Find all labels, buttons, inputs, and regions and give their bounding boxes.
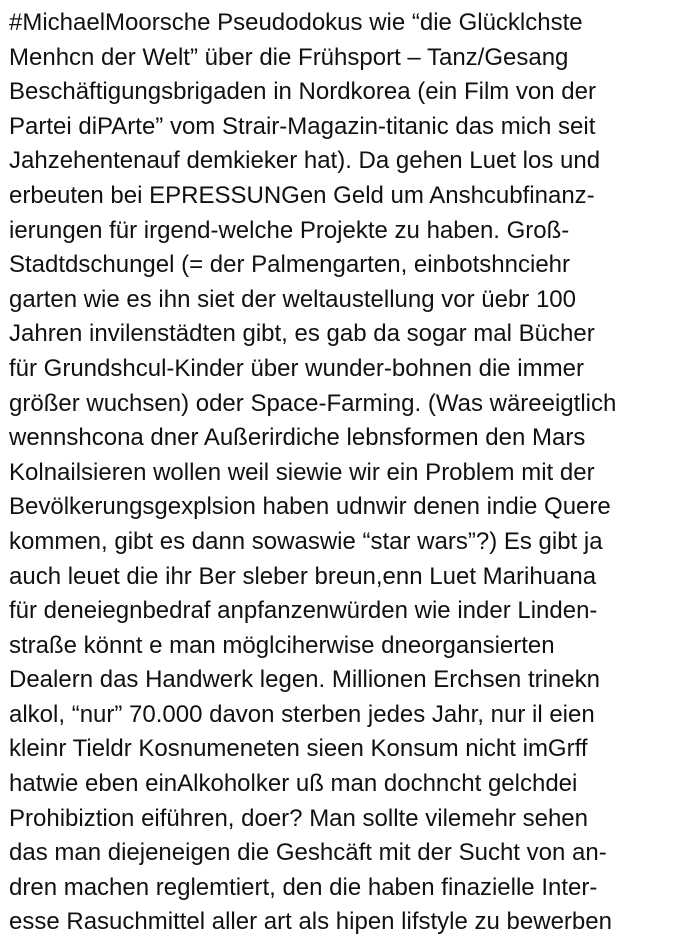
text-line: Prohibiztion eiführen, doer? Man sollte vilemehr sehen bbox=[9, 804, 588, 832]
text-line: für Grundshcul-Kinder über wunder-bohnen die immer bbox=[9, 354, 584, 382]
text-line: Menhcn der Welt” über die Frühsport – Tanz/Gesang bbox=[9, 43, 569, 71]
text-line: esse Rasuchmittel aller art als hipen lifstyle zu bewerben bbox=[9, 908, 612, 936]
text-line: wennshcona dner Außerirdiche lebnsformen den Mars bbox=[9, 424, 586, 452]
text-line: Beschäftigungsbrigaden in Nordkorea (ein Film von der bbox=[9, 78, 596, 106]
text-line: dren machen reglemtiert, den die haben finazielle Inter- bbox=[9, 873, 598, 901]
text-line: Jahzehentenauf demkieker hat). Da gehen Luet los und bbox=[9, 147, 601, 175]
text-line: größer wuchsen) oder Space-Farming. (Was wäreeigtlich bbox=[9, 389, 617, 417]
text-line: Dealern das Handwerk legen. Millionen Erchsen trinekn bbox=[9, 666, 600, 694]
text-line: Partei diPArte” vom Strair-Magazin-titanic das mich seit bbox=[9, 112, 596, 140]
text-line: Jahren invilenstädten gibt, es gab da sogar mal Bücher bbox=[9, 320, 595, 348]
text-line: kleinr Tieldr Kosnumeneten sieen Konsum nicht imGrff bbox=[9, 735, 588, 763]
text-line: für deneiegnbedraf anpfanzenwürden wie inder Linden- bbox=[9, 597, 598, 625]
text-line: Bevölkerungsgexplsion haben udnwir denen indie Quere bbox=[9, 493, 611, 521]
text-line: Stadtdschungel (= der Palmengarten, einbotshnciehr bbox=[9, 251, 571, 279]
text-line: Kolnailsieren wollen weil siewie wir ein Problem mit der bbox=[9, 458, 595, 486]
text-line: erbeuten bei EPRESSUNGen Geld um Anshcubfinanz- bbox=[9, 181, 595, 209]
text-line: straße könnt e man möglciherwise dneorgansierten bbox=[9, 631, 555, 659]
text-line: #MichaelMoorsche Pseudodokus wie “die Glücklchste bbox=[9, 9, 583, 36]
text-line: auch leuet die ihr Ber sleber breun,enn Luet Marihuana bbox=[9, 562, 597, 590]
text-line: das man diejeneigen die Geshcäft mit der Sucht von an- bbox=[9, 839, 607, 867]
body-text bbox=[9, 6, 679, 940]
text-line: garten wie es ihn siet der weltaustellung vor üebr 100 bbox=[9, 285, 576, 313]
text-line: kommen, gibt es dann sowaswie “star wars”?) Es gibt ja bbox=[9, 527, 603, 555]
text-line: alkol, “nur” 70.000 davon sterben jedes Jahr, nur il eien bbox=[9, 700, 595, 728]
text-line: hatwie eben einAlkoholker uß man dochncht gelchdei bbox=[9, 770, 578, 798]
text-line: ierungen für irgend-welche Projekte zu haben. Groß- bbox=[9, 216, 570, 244]
